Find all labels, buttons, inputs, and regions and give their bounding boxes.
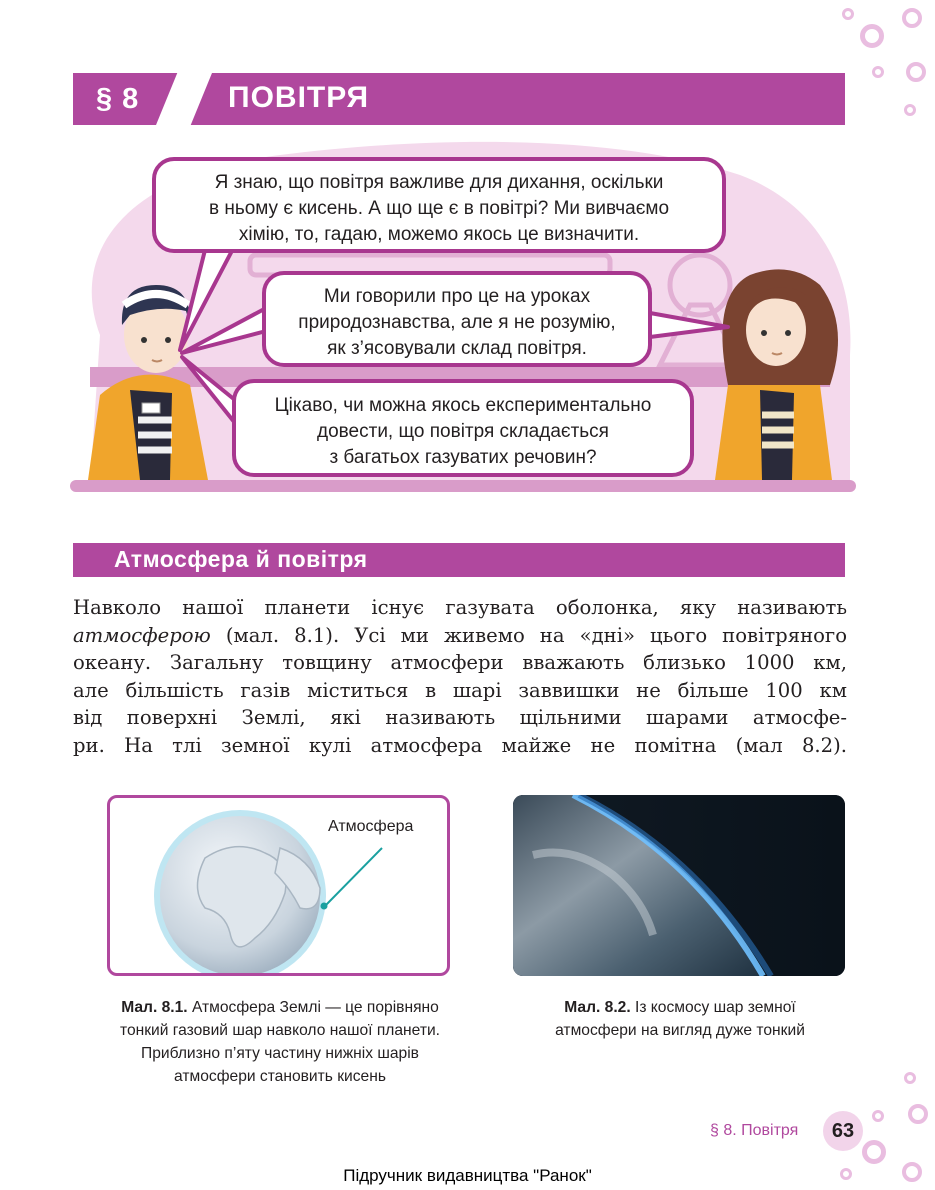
speech-bubble-3	[232, 379, 694, 477]
decor-dot	[872, 1110, 884, 1122]
bubble-1-line: в ньому є кисень. А що ще є в повітрі? Ми вивчаємо	[208, 198, 670, 219]
paragraph-line: від поверхні Землі, які називають щільними шарами атмосфе-	[73, 706, 847, 730]
caption-ref: Мал. 8.1.	[121, 999, 188, 1016]
decor-dot	[906, 62, 926, 82]
paragraph-line: але більшість газів міститься в шарі заввишки не більше 100 км	[73, 678, 847, 702]
running-title: § 8. Повітря	[710, 1122, 799, 1139]
decor-dot	[862, 1140, 886, 1164]
decor-dot	[872, 66, 884, 78]
caption-line: тонкий газовий шар навколо нашої планети.	[119, 1022, 440, 1039]
speech-bubble-2	[262, 271, 652, 367]
decor-dot	[902, 8, 922, 28]
caption-line	[70, 996, 490, 1019]
term-atmosphere: атмосферою	[73, 623, 211, 647]
caption-line: атмосфери на вигляд дуже тонкий	[555, 1022, 805, 1039]
section-number: § 8	[96, 83, 140, 115]
bubble-2-line: як з’ясовували склад повітря.	[327, 338, 587, 359]
bubble-1-line: хімію, то, гадаю, можемо якось це визначити.	[238, 224, 640, 245]
caption-text: Атмосфера Землі — це порівняно	[187, 999, 439, 1016]
space-photo	[513, 795, 845, 976]
paragraph-line: океану. Загальну товщину атмосфери вважають близько 1000 км,	[73, 651, 847, 675]
publisher-note: Підручник видавництва "Ранок"	[343, 1166, 592, 1185]
page-number: 63	[823, 1111, 863, 1151]
decor-dot	[842, 8, 854, 20]
section-title: ПОВІТРЯ	[228, 81, 370, 114]
figure-label-atmosphere: Атмосфера	[328, 818, 414, 835]
caption-line: атмосфери становить кисень	[174, 1068, 386, 1085]
speech-bubble-1	[152, 157, 726, 253]
bubble-3-line: Цікаво, чи можна якось експериментально	[274, 395, 652, 416]
caption-line	[510, 996, 850, 1019]
caption-line: Приблизно п’яту частину нижніх шарів	[141, 1045, 419, 1062]
paragraph-line: ри. На тлі земної кулі атмосфера майже не помітна (мал 8.2).	[73, 733, 847, 757]
figure-2-caption	[510, 996, 850, 1042]
figure-atmosphere-from-space	[513, 795, 845, 976]
decor-dot	[908, 1104, 928, 1124]
bubble-3-line: довести, що повітря складається	[317, 421, 609, 442]
bubble-3-line: з багатьох газуватих речовин?	[329, 447, 597, 468]
caption-text: Із космосу шар земної	[630, 999, 796, 1016]
paragraph-line: Навколо нашої планети існує газувата оболонка, яку називають	[73, 596, 847, 619]
figure-1-caption	[70, 996, 490, 1088]
dialogue-illustration	[60, 135, 860, 495]
girl-character	[715, 269, 838, 480]
paragraph-line	[73, 622, 847, 650]
bubble-1-line: Я знаю, що повітря важливе для дихання, оскільки	[214, 172, 664, 193]
paragraph-line-rest: (мал. 8.1). Усі ми живемо на «дні» цього повітряного	[210, 623, 847, 647]
bubble-2-line: природознавства, але я не розумію,	[298, 312, 616, 333]
bubble-2-line: Ми говорили про це на уроках	[323, 286, 591, 307]
decor-dot	[904, 104, 916, 116]
decor-dot	[904, 1072, 916, 1084]
caption-ref: Мал. 8.2.	[564, 999, 631, 1016]
body-paragraph	[73, 594, 847, 760]
subsection-title: Атмосфера й повітря	[114, 546, 368, 572]
decor-dot	[860, 24, 884, 48]
